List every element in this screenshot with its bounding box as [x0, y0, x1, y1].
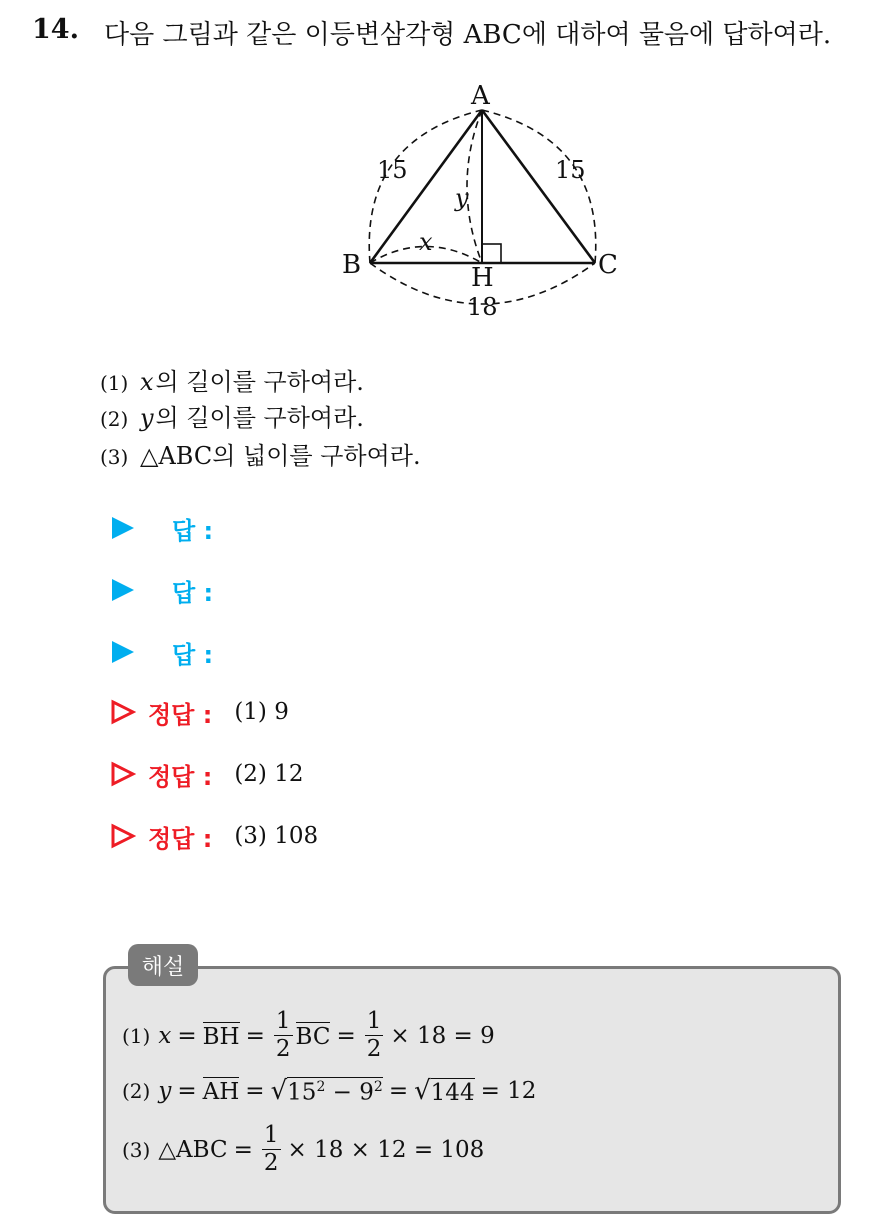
vertex-c-label: C — [598, 250, 618, 280]
solution-line-1: (1) x = BH = $\frac{1}{2}$ BC = $\frac{1}{2}$ × 18 = 9 — [122, 1008, 495, 1062]
var-x-label: x — [419, 228, 433, 256]
foot-h-label: H — [471, 263, 494, 293]
correct-answer-1: 정답 : (1) 9 — [110, 694, 289, 730]
var-y-label: y — [455, 184, 469, 212]
correct-answer-3: 정답 : (3) 108 — [110, 818, 318, 854]
play-triangle-icon — [110, 577, 136, 603]
outline-triangle-icon — [110, 823, 136, 849]
vertex-b-label: B — [342, 250, 362, 280]
answer-field-2[interactable]: 답 : — [110, 572, 213, 608]
isosceles-triangle-figure — [330, 80, 640, 325]
play-triangle-icon — [110, 639, 136, 665]
question-number: 14. — [32, 14, 79, 45]
solution-line-2: (2) y = AH = √ $15^2 - 9^2$ = √ 144 = 12 — [122, 1076, 537, 1106]
vertex-a-label: A — [471, 81, 490, 111]
solution-line-3: (3) △ABC = $\frac{1}{2}$ × 18 × 12 = 108 — [122, 1122, 485, 1176]
base-length: 18 — [467, 293, 498, 321]
subquestion-2: (2) y의 길이를 구하여라. — [100, 404, 364, 432]
outline-triangle-icon — [110, 699, 136, 725]
side-ac-length: 15 — [555, 156, 586, 184]
arc-ah — [467, 110, 482, 263]
play-triangle-icon — [110, 515, 136, 541]
correct-answer-2: 정답 : (2) 12 — [110, 756, 304, 792]
solution-tab: 해설 — [128, 944, 198, 986]
answer-field-1[interactable]: 답 : — [110, 510, 213, 546]
question-text: 다음 그림과 같은 이등변삼각형 ABC에 대하여 물음에 답하여라. — [104, 20, 832, 50]
subquestion-1: (1) x의 길이를 구하여라. — [100, 368, 364, 396]
subquestion-3: (3) △ABC의 넓이를 구하여라. — [100, 442, 421, 470]
right-angle-mark — [482, 244, 501, 263]
side-ab-length: 15 — [377, 156, 408, 184]
answer-field-3[interactable]: 답 : — [110, 634, 213, 670]
outline-triangle-icon — [110, 761, 136, 787]
